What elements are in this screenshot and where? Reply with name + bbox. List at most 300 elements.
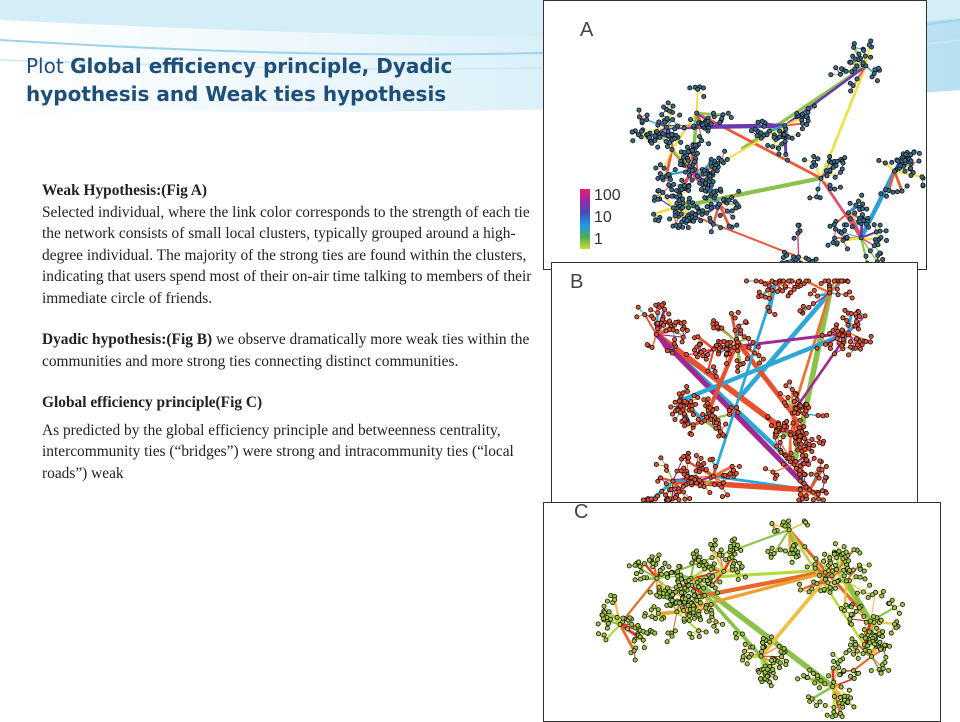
network-node	[657, 585, 661, 589]
network-node	[789, 433, 793, 437]
network-node	[815, 674, 819, 678]
network-node	[891, 190, 895, 194]
network-node	[787, 135, 791, 139]
network-node	[766, 414, 770, 418]
network-node	[660, 113, 664, 117]
network-node	[691, 589, 695, 593]
network-node	[854, 319, 858, 323]
network-node	[691, 219, 695, 223]
network-node	[718, 553, 722, 557]
network-node	[807, 590, 811, 594]
network-node	[801, 304, 805, 308]
network-edge	[825, 554, 826, 579]
network-node	[815, 473, 819, 477]
network-node	[717, 202, 721, 206]
network-node	[859, 236, 863, 240]
network-node	[692, 555, 696, 559]
network-node	[723, 149, 727, 153]
network-node	[684, 352, 688, 356]
network-node	[867, 630, 871, 634]
network-node	[846, 353, 850, 357]
network-node	[640, 119, 644, 123]
network-node	[771, 470, 775, 474]
network-node	[711, 222, 715, 226]
network-node	[815, 294, 819, 298]
network-node	[847, 688, 851, 692]
network-node	[798, 309, 802, 313]
network-node	[683, 170, 687, 174]
network-node	[884, 655, 888, 659]
network-node	[657, 553, 661, 557]
network-node	[677, 601, 681, 605]
network-node	[670, 351, 674, 355]
network-node	[833, 187, 837, 191]
network-node	[661, 190, 665, 194]
network-node	[800, 127, 804, 131]
network-node	[633, 658, 637, 662]
network-node	[665, 595, 669, 599]
network-node	[778, 440, 782, 444]
network-node	[782, 132, 786, 136]
network-node	[725, 157, 729, 161]
network-node	[753, 127, 757, 131]
network-node	[842, 608, 846, 612]
network-node	[632, 639, 636, 643]
network-node	[784, 152, 788, 156]
network-node	[853, 67, 857, 71]
network-node	[786, 519, 790, 523]
network-node	[715, 169, 719, 173]
network-node	[664, 139, 668, 143]
network-node	[675, 469, 679, 473]
network-node	[710, 547, 714, 551]
network-node	[654, 332, 658, 336]
network-node	[818, 459, 822, 463]
network-node	[835, 329, 839, 333]
network-node	[846, 331, 850, 335]
network-node	[728, 544, 732, 548]
network-node	[806, 106, 810, 110]
network-node	[604, 638, 608, 642]
network-node	[845, 247, 849, 251]
network-node	[706, 186, 710, 190]
network-node	[869, 334, 873, 338]
network-node	[710, 612, 714, 616]
network-node	[735, 359, 739, 363]
network-node	[687, 614, 691, 618]
network-node	[725, 493, 729, 497]
network-node	[709, 122, 713, 126]
network-node	[693, 477, 697, 481]
network-node	[662, 105, 666, 109]
network-node	[709, 542, 713, 546]
network-node	[823, 342, 827, 346]
network-node	[893, 622, 897, 626]
network-node	[668, 603, 672, 607]
network-node	[800, 454, 804, 458]
network-node	[803, 545, 807, 549]
network-node	[727, 412, 731, 416]
network-node	[828, 183, 832, 187]
network-node	[665, 586, 669, 590]
figure-a-label: A	[580, 19, 593, 42]
network-node	[637, 108, 641, 112]
network-node	[756, 345, 760, 349]
network-node	[867, 649, 871, 653]
network-node	[660, 617, 664, 621]
network-node	[655, 593, 659, 597]
network-node	[713, 543, 717, 547]
network-edge	[673, 178, 821, 208]
network-node	[695, 598, 699, 602]
network-node	[864, 254, 868, 258]
network-node	[726, 111, 730, 115]
network-node	[903, 169, 907, 173]
network-node	[844, 223, 848, 227]
network-node	[697, 612, 701, 616]
network-node	[695, 111, 699, 115]
network-node	[682, 424, 686, 428]
network-node	[785, 158, 789, 162]
network-node	[826, 674, 830, 678]
network-node	[791, 421, 795, 425]
network-node	[867, 43, 871, 47]
network-node	[850, 296, 854, 300]
network-node	[863, 636, 867, 640]
global-efficiency-heading-paragraph	[42, 392, 532, 414]
network-node	[602, 604, 606, 608]
network-node	[770, 522, 774, 526]
network-node	[686, 206, 690, 210]
network-node	[861, 590, 865, 594]
network-node	[732, 537, 736, 541]
network-node	[758, 677, 762, 681]
network-node	[697, 629, 701, 633]
network-node	[737, 189, 741, 193]
network-node	[687, 173, 691, 177]
network-node	[777, 152, 781, 156]
network-node	[679, 591, 683, 595]
network-node	[682, 126, 686, 130]
network-node	[808, 196, 812, 200]
network-node	[714, 374, 718, 378]
network-node	[661, 132, 665, 136]
network-node	[746, 336, 750, 340]
network-node	[683, 399, 687, 403]
network-node	[664, 329, 668, 333]
network-node	[844, 293, 848, 297]
network-node	[651, 212, 655, 216]
network-node	[649, 308, 653, 312]
network-node	[800, 497, 804, 501]
network-node	[842, 574, 846, 578]
network-node	[721, 433, 725, 437]
network-node	[695, 205, 699, 209]
network-node	[670, 188, 674, 192]
network-node	[829, 342, 833, 346]
network-node	[792, 399, 796, 403]
network-node	[841, 161, 845, 165]
network-node	[715, 591, 719, 595]
network-node	[820, 468, 824, 472]
network-node	[631, 139, 635, 143]
network-node	[849, 622, 853, 626]
network-node	[718, 580, 722, 584]
network-node	[680, 206, 684, 210]
network-node	[846, 559, 850, 563]
network-node	[763, 282, 767, 286]
network-node	[785, 419, 789, 423]
network-node	[702, 485, 706, 489]
network-node	[747, 345, 751, 349]
network-node	[665, 572, 669, 576]
network-node	[685, 389, 689, 393]
network-node	[838, 658, 842, 662]
network-node	[892, 606, 896, 610]
network-node	[704, 606, 708, 610]
network-node	[834, 713, 838, 717]
network-node	[736, 369, 740, 373]
network-node	[845, 235, 849, 239]
network-node	[673, 400, 677, 404]
network-node	[668, 178, 672, 182]
network-node	[833, 352, 837, 356]
network-node	[900, 189, 904, 193]
network-edge	[697, 113, 723, 115]
network-node	[816, 187, 820, 191]
network-node	[716, 352, 720, 356]
network-node	[745, 357, 749, 361]
network-node	[909, 173, 913, 177]
network-node	[794, 555, 798, 559]
network-node	[680, 327, 684, 331]
network-node	[773, 312, 777, 316]
network-node	[708, 174, 712, 178]
network-node	[772, 529, 776, 533]
network-node	[690, 148, 694, 152]
network-node	[703, 593, 707, 597]
network-node	[861, 202, 865, 206]
network-node	[831, 240, 835, 244]
network-edge	[812, 687, 833, 699]
network-node	[696, 417, 700, 421]
network-node	[828, 331, 832, 335]
network-node	[802, 481, 806, 485]
network-node	[645, 343, 649, 347]
network-node	[596, 622, 600, 626]
network-node	[817, 686, 821, 690]
network-node	[823, 552, 827, 556]
network-node	[874, 230, 878, 234]
network-node	[688, 631, 692, 635]
network-node	[814, 257, 818, 261]
network-node	[761, 637, 765, 641]
network-node	[686, 603, 690, 607]
network-node	[792, 255, 796, 259]
network-node	[849, 312, 853, 316]
network-node	[796, 133, 800, 137]
network-node	[848, 217, 852, 221]
network-node	[698, 343, 702, 347]
network-node	[757, 361, 761, 365]
network-node	[777, 146, 781, 150]
network-node	[805, 675, 809, 679]
network-node	[858, 567, 862, 571]
network-node	[868, 340, 872, 344]
network-node	[721, 622, 725, 626]
network-node	[807, 446, 811, 450]
network-node	[875, 79, 879, 83]
network-node	[811, 671, 815, 675]
network-node	[864, 620, 868, 624]
network-node	[825, 174, 829, 178]
network-node	[695, 174, 699, 178]
network-node	[868, 583, 872, 587]
network-node	[840, 279, 844, 283]
network-node	[833, 563, 837, 567]
network-node	[673, 629, 677, 633]
network-node	[682, 617, 686, 621]
network-node	[643, 313, 647, 317]
network-node	[860, 343, 864, 347]
network-node	[735, 406, 739, 410]
network-node	[733, 631, 737, 635]
network-node	[874, 626, 878, 630]
network-node	[645, 118, 649, 122]
network-node	[651, 317, 655, 321]
network-node	[697, 585, 701, 589]
network-node	[670, 598, 674, 602]
network-node	[863, 577, 867, 581]
network-node	[690, 407, 694, 411]
network-node	[709, 206, 713, 210]
network-node	[844, 69, 848, 73]
network-node	[763, 467, 767, 471]
network-node	[700, 139, 704, 143]
network-node	[786, 395, 790, 399]
network-node	[848, 340, 852, 344]
network-node	[820, 489, 824, 493]
network-node	[667, 217, 671, 221]
network-node	[720, 494, 724, 498]
network-node	[857, 314, 861, 318]
network-node	[670, 117, 674, 121]
network-node	[756, 120, 760, 124]
network-node	[686, 188, 690, 192]
network-node	[789, 451, 793, 455]
network-node	[825, 713, 829, 717]
network-node	[817, 435, 821, 439]
network-node	[797, 582, 801, 586]
network-node	[673, 417, 677, 421]
network-node	[881, 666, 885, 670]
network-node	[855, 343, 859, 347]
network-node	[862, 48, 866, 52]
network-node	[706, 353, 710, 357]
network-node	[665, 349, 669, 353]
network-node	[679, 140, 683, 144]
network-node	[613, 598, 617, 602]
network-node	[710, 556, 714, 560]
network-node	[665, 640, 669, 644]
network-node	[858, 219, 862, 223]
network-node	[647, 558, 651, 562]
network-node	[702, 559, 706, 563]
network-node	[872, 71, 876, 75]
network-node	[679, 404, 683, 408]
network-node	[654, 166, 658, 170]
network-node	[770, 546, 774, 550]
network-node	[917, 159, 921, 163]
network-node	[696, 462, 700, 466]
network-node	[817, 497, 821, 501]
network-node	[794, 407, 798, 411]
network-node	[905, 184, 909, 188]
network-node	[738, 362, 742, 366]
network-node	[671, 206, 675, 210]
network-node	[855, 591, 859, 595]
network-node	[798, 479, 802, 483]
network-node	[757, 353, 761, 357]
network-node	[682, 466, 686, 470]
network-node	[682, 417, 686, 421]
network-node	[832, 705, 836, 709]
network-node	[680, 187, 684, 191]
network-node	[618, 622, 622, 626]
network-node	[852, 705, 856, 709]
network-node	[747, 655, 751, 659]
network-b-graph	[552, 263, 917, 503]
network-node	[735, 223, 739, 227]
network-node	[838, 673, 842, 677]
network-node	[832, 580, 836, 584]
network-node	[849, 89, 853, 93]
network-node	[817, 573, 821, 577]
network-node	[686, 460, 690, 464]
network-node	[877, 632, 881, 636]
figure-b-label: B	[570, 271, 583, 294]
network-node	[828, 556, 832, 560]
network-node	[833, 175, 837, 179]
network-node	[829, 73, 833, 77]
network-node	[736, 543, 740, 547]
network-node	[689, 432, 693, 436]
network-node	[600, 613, 604, 617]
network-node	[699, 456, 703, 460]
network-node	[676, 574, 680, 578]
network-node	[772, 135, 776, 139]
network-node	[838, 185, 842, 189]
network-node	[879, 671, 883, 675]
network-node	[711, 474, 715, 478]
network-node	[838, 72, 842, 76]
network-node	[737, 464, 741, 468]
network-node	[863, 314, 867, 318]
network-node	[732, 345, 736, 349]
network-node	[719, 226, 723, 230]
network-node	[851, 652, 855, 656]
network-node	[864, 339, 868, 343]
network-node	[818, 700, 822, 704]
network-node	[843, 156, 847, 160]
network-node	[827, 279, 831, 283]
network-edge	[658, 612, 677, 613]
network-node	[777, 129, 781, 133]
network-node	[721, 481, 725, 485]
network-node	[686, 456, 690, 460]
network-node	[687, 578, 691, 582]
network-node	[733, 316, 737, 320]
